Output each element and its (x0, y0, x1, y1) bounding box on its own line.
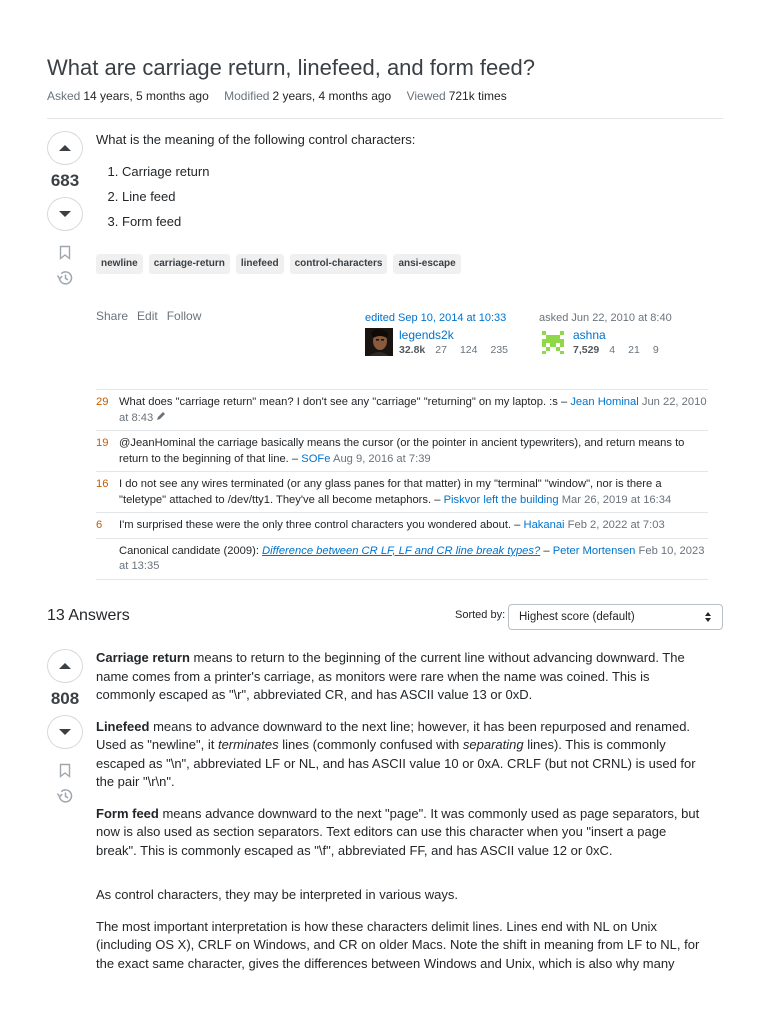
viewed-label: Viewed (406, 89, 446, 103)
bookmark-icon[interactable] (59, 763, 71, 778)
comment-text: I'm surprised these were the only three control characters you wondered about. – (119, 519, 521, 531)
question-votecell (47, 131, 83, 286)
question-header (47, 54, 723, 82)
comment-user[interactable]: Peter Mortensen (552, 544, 636, 557)
answer-paragraph: The most important interpretation is how these characters delimit lines. Lines end with NL on Unix (including OS X), CRLF on Windows, and CR on older Macs. Note the shift in meaning from LF to NL, for the exact same character, gives the differences between Windows and Unix, which is also why many (96, 918, 700, 971)
asker-card (539, 311, 709, 356)
answer-paragraph: Carriage return means to return to the beginning of the current line without advancing downward. The name comes from a printer's carriage, as monitors were rare when the name was coined. This is commonly escaped as "\r", abbreviated CR, and has ASCII value 13 or 0xD. (96, 650, 685, 702)
comment-user[interactable]: Jean Hominal (570, 396, 639, 408)
comment (96, 513, 708, 539)
comment-user[interactable]: Hakanai (523, 519, 565, 531)
editor-card (365, 311, 535, 356)
comment-date[interactable]: Feb 10, 2023 at 13:35 (119, 544, 705, 572)
viewed-value: 721k times (448, 89, 507, 103)
comment: Canonical candidate (2009): Difference between CR LF, LF and CR line break types? – Peter Mortensen Feb 10, 2023 at 13:35 (96, 539, 708, 580)
answer-score: 808 (50, 689, 80, 708)
arrow-down-icon (58, 728, 72, 736)
bookmark-icon[interactable] (59, 245, 71, 260)
answers-header (47, 604, 723, 630)
history-icon[interactable] (56, 788, 74, 804)
sort-value: Highest score (default) (519, 611, 635, 623)
comment-text: Canonical candidate (2009): (119, 544, 259, 557)
comment (96, 390, 708, 431)
edited-time[interactable]: edited Sep 10, 2014 at 10:33 (365, 312, 507, 324)
answers-count: 13 Answers (47, 607, 130, 624)
control-character-list (122, 163, 708, 232)
answer-paragraph: As control characters, they may be interpreted in various ways. (96, 887, 458, 902)
tag-list (96, 254, 461, 274)
comment-list (96, 389, 708, 580)
comment (96, 431, 708, 472)
comment-score: 19 (96, 437, 109, 449)
tag-control-characters[interactable]: control-characters (290, 254, 388, 274)
answer-votecell (47, 649, 83, 804)
comment-text: I do not see any wires terminated (or any glass panes for that matter) in my "terminal" "window", nor is there a "teletype" attached to /dev/tty1. They've all become metaphors. – (119, 478, 662, 506)
asked-time[interactable]: asked Jun 22, 2010 at 8:40 (539, 312, 672, 324)
follow-link[interactable]: Follow (166, 309, 202, 323)
upvote-button[interactable] (47, 131, 83, 165)
question-body (96, 131, 708, 238)
asked-value: 14 years, 5 months ago (83, 89, 209, 103)
share-link[interactable]: Share (96, 309, 129, 323)
asker-avatar[interactable] (539, 328, 567, 356)
answer-paragraph: Form feed means advance downward to the next "page". It was commonly used as page separators, but now is also used as section separators. Text editors can use this character when you "insert a page break". This is commonly escaped as "\f", abbreviated FF, and has ASCII value 12 or 0xC. (96, 805, 700, 858)
tag-ansi-escape[interactable]: ansi-escape (393, 254, 460, 274)
comment-user[interactable]: SOFe (301, 452, 331, 465)
question-title[interactable]: What are carriage return, linefeed, and form feed? (47, 55, 535, 80)
pencil-icon (156, 411, 166, 421)
question-meta (47, 89, 519, 103)
answer-upvote-button[interactable] (47, 649, 83, 683)
comment-date[interactable]: Mar 26, 2019 at 16:34 (561, 493, 672, 506)
arrow-up-icon (58, 144, 72, 152)
comment-date[interactable]: Jun 22, 2010 at 8:43 (119, 396, 707, 424)
asked-label: Asked (47, 89, 81, 103)
comment-user[interactable]: Piskvor left the building (443, 493, 559, 506)
edit-link[interactable]: Edit (137, 309, 158, 323)
comment-date[interactable]: Aug 9, 2016 at 7:39 (332, 452, 431, 465)
tag-carriage-return[interactable]: carriage-return (149, 254, 230, 274)
answer-paragraph: Linefeed means to advance downward to the next line; however, it has been repurposed and renamed. Used as "newline", it terminates lines (commonly confused with separating lines). This is commonly escaped as "\n", abbreviated LF or NL, and has ASCII value 10 or 0xA. CRLF (but not CRNL) is used for the pair "\r\n". (96, 718, 696, 789)
list-item: 3. Form feed (122, 213, 708, 232)
tag-newline[interactable]: newline (96, 254, 143, 274)
arrow-down-icon (58, 210, 72, 218)
list-item: 1. Carriage return (122, 163, 708, 182)
sort-label: Sorted by: (455, 609, 506, 621)
comment-link[interactable]: Difference between CR LF, LF and CR line break types? (262, 544, 541, 557)
editor-name[interactable]: legends2k (399, 328, 454, 342)
history-icon[interactable] (56, 270, 74, 286)
question-score: 683 (50, 171, 80, 190)
post-menu (96, 309, 201, 323)
sort-select[interactable] (508, 604, 723, 630)
comment-score: 6 (96, 519, 103, 531)
comment-text: @JeanHominal the carriage basically means the cursor (or the pointer in ancient typewriters), and return means to return to the beginning of that line. – (119, 437, 685, 465)
editor-reputation: 32.8k 27 124 235 (399, 344, 509, 356)
downvote-button[interactable] (47, 197, 83, 231)
modified-label: Modified (224, 89, 270, 103)
modified-value[interactable]: 2 years, 4 months ago (272, 89, 392, 103)
list-item: 2. Line feed (122, 188, 708, 207)
answer-body (96, 649, 708, 986)
comment (96, 472, 708, 513)
asker-name[interactable]: ashna (573, 328, 606, 342)
comment-score: 29 (96, 396, 109, 408)
comment-text: What does "carriage return" mean? I don't see any "carriage" "returning" on my laptop. :s – (119, 396, 568, 408)
question-intro: What is the meaning of the following control characters: (96, 132, 416, 147)
comment-date[interactable]: Feb 2, 2022 at 7:03 (567, 519, 665, 531)
header-divider (47, 118, 723, 119)
arrow-up-icon (58, 662, 72, 670)
comment-score: 16 (96, 478, 109, 490)
asker-reputation: 7,529 4 21 9 (573, 344, 659, 356)
tag-linefeed[interactable]: linefeed (236, 254, 284, 274)
answer-downvote-button[interactable] (47, 715, 83, 749)
select-arrows-icon (704, 610, 712, 624)
editor-avatar[interactable] (365, 328, 393, 356)
